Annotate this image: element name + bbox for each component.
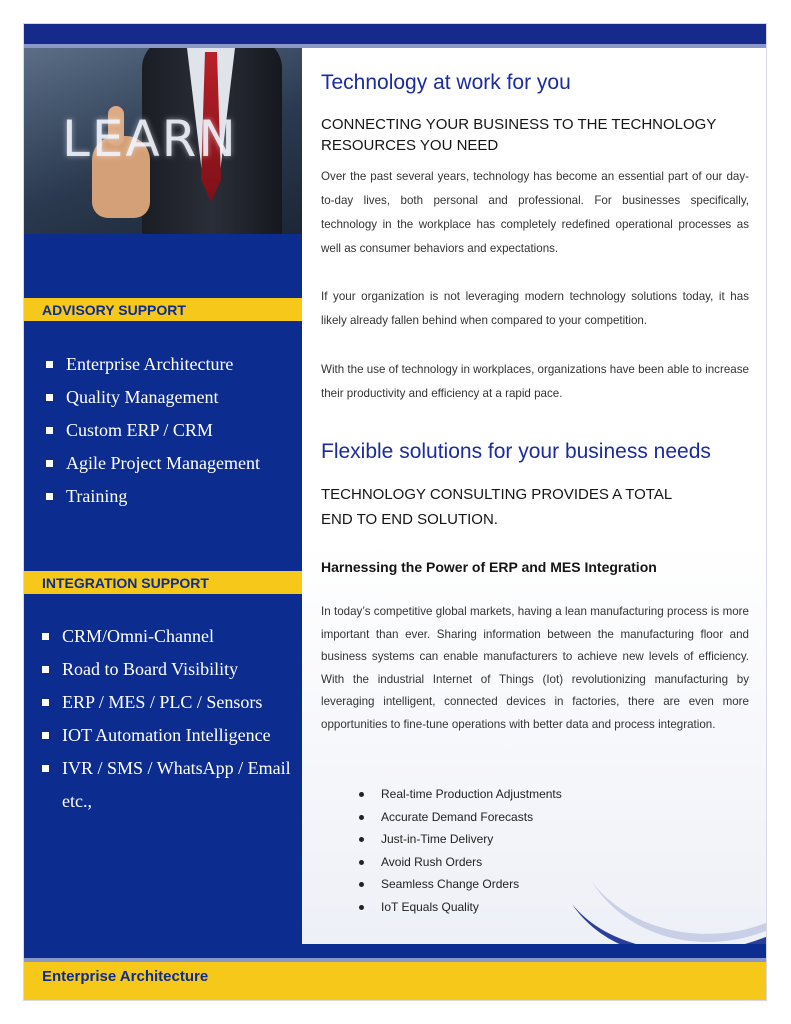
heading-erp-mes: Harnessing the Power of ERP and MES Integration [321, 559, 657, 575]
list-item: Just-in-Time Delivery [359, 828, 562, 851]
advisory-list [42, 348, 260, 513]
list-item: Agile Project Management [42, 447, 260, 480]
competition-paragraph: If your organization is not leveraging modern technology solutions today, it has likely already fallen behind when compared to your competition. [321, 290, 749, 327]
list-item: Training [42, 480, 260, 513]
intro-paragraph: Over the past several years, technology has become an essential part of our day-to-day lives, both personal and professional. For businesses specifically, technology in the workplace has completely redefined operational processes as well as consumer behaviors and expectations. [321, 170, 749, 255]
hero-learn-text: LEARN [62, 110, 238, 168]
footer-title: Enterprise Architecture [42, 968, 209, 985]
hero-image [24, 48, 302, 234]
heading-flexible-solutions: Flexible solutions for your business needs [321, 440, 711, 463]
list-item: Custom ERP / CRM [42, 414, 260, 447]
advisory-support-label: ADVISORY SUPPORT [24, 298, 302, 321]
heading-technology-at-work: Technology at work for you [321, 71, 571, 94]
productivity-paragraph: With the use of technology in workplaces, organizations have been able to increase their productivity and efficiency at a rapid pace. [321, 363, 749, 400]
brochure-page [23, 23, 767, 1001]
list-item: IOT Automation Intelligence [38, 719, 298, 752]
bottom-band [24, 944, 766, 958]
list-item: IoT Equals Quality [359, 896, 562, 919]
list-item: IVR / SMS / WhatsApp / Email etc., [38, 752, 298, 818]
benefits-list [359, 783, 562, 919]
top-band [24, 24, 766, 44]
subheading-consulting: TECHNOLOGY CONSULTING PROVIDES A TOTAL END TO END SOLUTION. [321, 486, 672, 528]
subheading-connecting: CONNECTING YOUR BUSINESS TO THE TECHNOLOGY RESOURCES YOU NEED [321, 116, 717, 154]
list-item: ERP / MES / PLC / Sensors [38, 686, 298, 719]
list-item: CRM/Omni-Channel [38, 620, 298, 653]
list-item: Enterprise Architecture [42, 348, 260, 381]
list-item: Accurate Demand Forecasts [359, 806, 562, 829]
list-item: Real-time Production Adjustments [359, 783, 562, 806]
list-item: Avoid Rush Orders [359, 851, 562, 874]
list-item: Road to Board Visibility [38, 653, 298, 686]
integration-support-label: INTEGRATION SUPPORT [24, 571, 302, 594]
list-item: Quality Management [42, 381, 260, 414]
list-item: Seamless Change Orders [359, 873, 562, 896]
erp-mes-paragraph: In today’s competitive global markets, having a lean manufacturing process is more important than ever. Sharing information between the manufacturing floor and business systems can enable manufacturers to achieve new levels of efficiency. With the industrial Internet of Things (Iot) revolutionizing manufacturing by leveraging intelligent, connected devices in factories, there are even more opportunities to fine-tune operations with better data and process integration. [321, 605, 749, 731]
integration-list [38, 620, 298, 818]
